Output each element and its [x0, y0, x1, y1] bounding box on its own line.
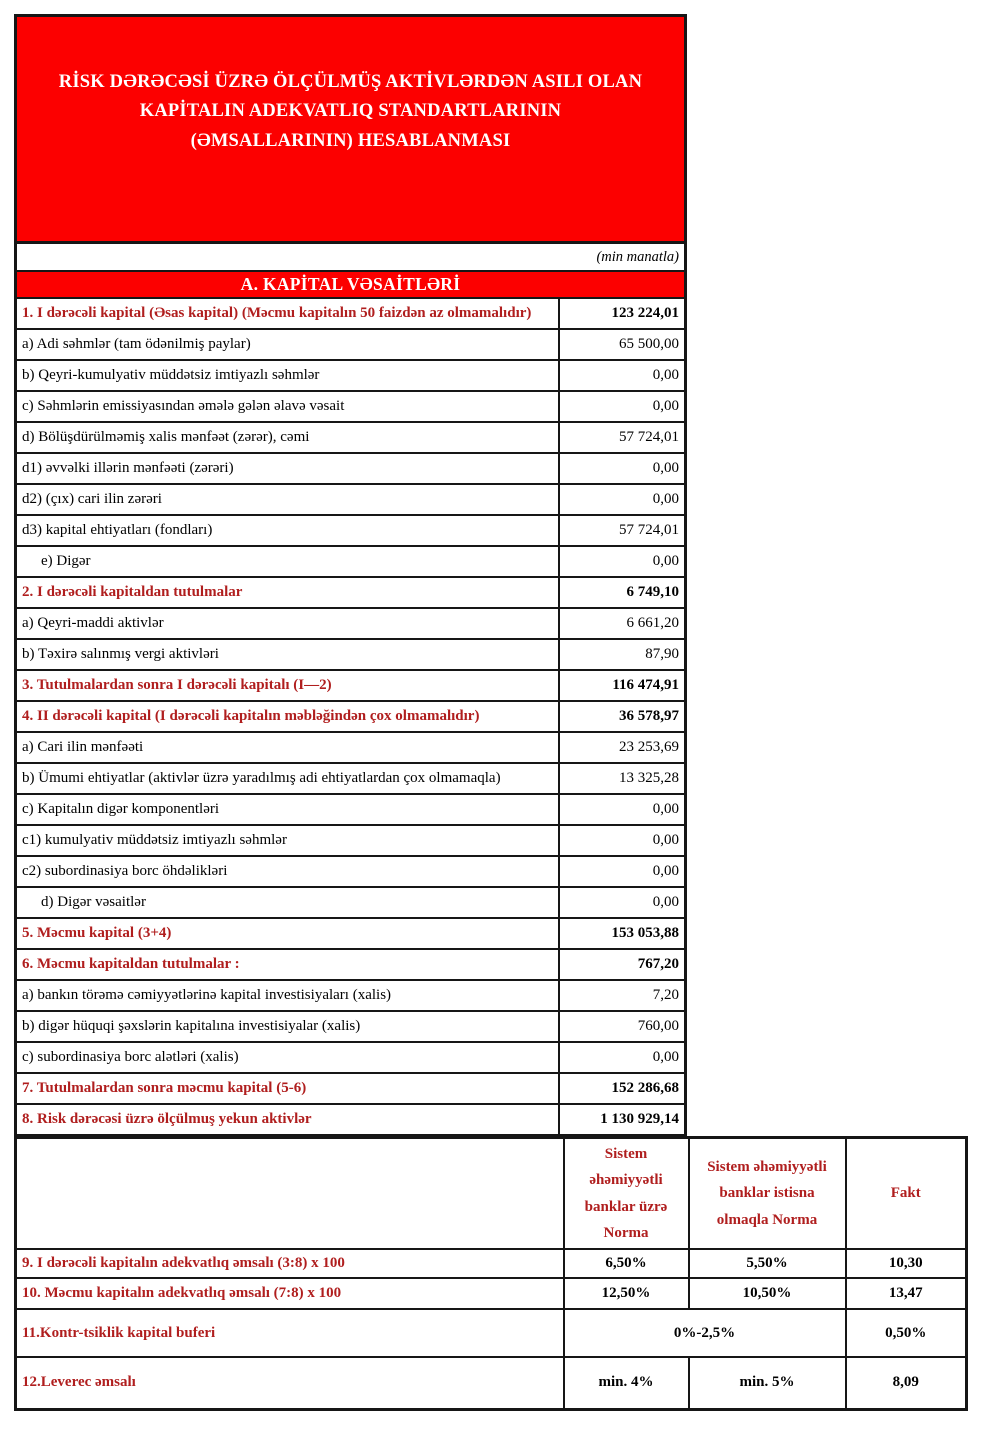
ratio-row-label: 10. Məcmu kapitalın adekvatlıq əmsalı (7:8) x 100 [16, 1278, 564, 1309]
capital-row-label: c1) kumulyativ müddətsiz imtiyazlı səhmlər [17, 826, 560, 855]
capital-row [17, 485, 684, 516]
capital-row [17, 733, 684, 764]
capital-row-label: a) Qeyri-maddi aktivlər [17, 609, 560, 638]
capital-row [17, 1105, 684, 1136]
capital-row-label: 3. Tutulmalardan sonra I dərəcəli kapitalı (I—2) [17, 671, 560, 700]
ratio-row [16, 1357, 967, 1409]
ratio-row-value: 13,47 [846, 1278, 967, 1309]
capital-row-label: b) Ümumi ehtiyatlar (aktivlər üzrə yaradılmış adi ehtiyatlardan çox olmamaqla) [17, 764, 560, 793]
ratio-row-value: 10,50% [689, 1278, 846, 1309]
report-title-line-1: RİSK DƏRƏCƏSİ ÜZRƏ ÖLÇÜLMÜŞ AKTİVLƏRDƏN ASILI OLAN [58, 71, 643, 92]
ratio-row [16, 1309, 967, 1357]
capital-row-value: 0,00 [652, 894, 679, 910]
ratio-row-value: 0%-2,5% [564, 1309, 846, 1357]
report-title-line-3: (ƏMSALLARININ) HESABLANMASI [190, 130, 511, 151]
capital-row-label: a) bankın törəmə cəmiyyətlərinə kapital investisiyaları (xalis) [17, 981, 560, 1010]
capital-row [17, 640, 684, 671]
capital-row-value: 0,00 [652, 832, 679, 848]
capital-row [17, 423, 684, 454]
capital-row [17, 795, 684, 826]
capital-row-value: 0,00 [652, 367, 679, 383]
capital-row [17, 392, 684, 423]
unit-note: (min manatla) [596, 248, 679, 265]
capital-row [17, 609, 684, 640]
capital-row [17, 1043, 684, 1074]
capital-row [17, 299, 684, 330]
capital-row-value: 0,00 [652, 863, 679, 879]
capital-row [17, 578, 684, 609]
capital-row-label: 1. I dərəcəli kapital (Əsas kapital) (Məcmu kapitalın 50 faizdən az olmamalıdır) [17, 299, 560, 328]
capital-row-value: 0,00 [652, 553, 679, 569]
capital-row-label: c) Səhmlərin emissiyasından əmələ gələn əlavə vəsait [17, 392, 560, 421]
capital-row-label: a) Cari ilin mənfəəti [17, 733, 560, 762]
capital-row [17, 764, 684, 795]
capital-row-value: 152 286,68 [611, 1080, 679, 1096]
capital-row-value: 123 224,01 [611, 305, 679, 321]
ratio-row-value: min. 4% [564, 1357, 689, 1409]
capital-row-label: b) Qeyri-kumulyativ müddətsiz imtiyazlı səhmlər [17, 361, 560, 390]
section-a-header: A. KAPİTAL VƏSAİTLƏRİ [14, 272, 687, 299]
report-title-banner [14, 14, 687, 244]
capital-row-label: b) digər hüquqi şəxslərin kapitalına investisiyalar (xalis) [17, 1012, 560, 1041]
capital-row-value: 7,20 [652, 987, 679, 1003]
capital-row-label: b) Təxirə salınmış vergi aktivləri [17, 640, 560, 669]
capital-row-value: 153 053,88 [611, 925, 679, 941]
ratio-header-empty-cell [16, 1138, 564, 1250]
capital-row-label: c) Kapitalın digər komponentləri [17, 795, 560, 824]
capital-row-label: c2) subordinasiya borc öhdəlikləri [17, 857, 560, 886]
capital-row-label: c) subordinasiya borc alətləri (xalis) [17, 1043, 560, 1072]
capital-row [17, 454, 684, 485]
capital-row-label: d1) əvvəlki illərin mənfəəti (zərəri) [17, 454, 560, 483]
capital-row-value: 1 130 929,14 [600, 1111, 679, 1127]
capital-row-value: 0,00 [652, 801, 679, 817]
ratio-row [16, 1278, 967, 1309]
capital-row [17, 361, 684, 392]
capital-table [14, 299, 687, 1136]
capital-row [17, 950, 684, 981]
capital-row-label: 7. Tutulmalardan sonra məcmu kapital (5-6) [17, 1074, 560, 1103]
capital-row-label: d2) (çıx) cari ilin zərəri [17, 485, 560, 514]
ratio-row-label: 11.Kontr-tsiklik kapital buferi [16, 1309, 564, 1357]
ratio-header-norm-nonsystemic: Sistem əhəmiyyətli banklar istisna olmaqla Norma [689, 1138, 846, 1250]
capital-row [17, 671, 684, 702]
capital-row-label: d) Digər vəsaitlər [17, 888, 560, 917]
ratio-row-value: 0,50% [846, 1309, 967, 1357]
capital-row-label: e) Digər [17, 547, 560, 576]
capital-row-value: 36 578,97 [619, 708, 679, 724]
capital-row-label: 6. Məcmu kapitaldan tutulmalar : [17, 950, 560, 979]
capital-row [17, 547, 684, 578]
capital-row [17, 888, 684, 919]
ratio-row-label: 9. I dərəcəli kapitalın adekvatlıq əmsalı (3:8) x 100 [16, 1249, 564, 1278]
capital-row-value: 6 749,10 [626, 584, 679, 600]
capital-row [17, 1074, 684, 1105]
capital-row-label: d3) kapital ehtiyatları (fondları) [17, 516, 560, 545]
capital-row-value: 87,90 [645, 646, 679, 662]
capital-row-label: 2. I dərəcəli kapitaldan tutulmalar [17, 578, 560, 607]
capital-row-label: d) Bölüşdürülməmiş xalis mənfəət (zərər), cəmi [17, 423, 560, 452]
ratio-row-value: min. 5% [689, 1357, 846, 1409]
capital-row [17, 826, 684, 857]
report-title-line-2: KAPİTALIN ADEKVATLIQ STANDARTLARININ [139, 101, 562, 122]
unit-note-row [14, 244, 687, 272]
capital-row-value: 0,00 [652, 460, 679, 476]
capital-row [17, 857, 684, 888]
ratio-header-fact: Fakt [846, 1138, 967, 1250]
capital-row-label: 5. Məcmu kapital (3+4) [17, 919, 560, 948]
capital-row [17, 981, 684, 1012]
ratio-header-norm-systemic: Sistem əhəmiyyətli banklar üzrə Norma [564, 1138, 689, 1250]
ratio-row-label: 12.Leverec əmsalı [16, 1357, 564, 1409]
capital-row [17, 919, 684, 950]
ratio-row-value: 8,09 [846, 1357, 967, 1409]
capital-row-label: a) Adi səhmlər (tam ödənilmiş paylar) [17, 330, 560, 359]
ratio-row-value: 12,50% [564, 1278, 689, 1309]
capital-row-value: 767,20 [637, 956, 679, 972]
capital-row-value: 0,00 [652, 1049, 679, 1065]
ratio-header-row [16, 1138, 967, 1250]
capital-row-value: 0,00 [652, 398, 679, 414]
capital-row-value: 57 724,01 [619, 429, 679, 445]
capital-row-value: 760,00 [637, 1018, 679, 1034]
capital-row-value: 0,00 [652, 491, 679, 507]
ratio-row-value: 5,50% [689, 1249, 846, 1278]
capital-row-label: 8. Risk dərəcəsi üzrə ölçülmuş yekun aktivlər [17, 1105, 560, 1134]
capital-row [17, 1012, 684, 1043]
capital-row-value: 116 474,91 [612, 677, 679, 693]
capital-row-value: 13 325,28 [619, 770, 679, 786]
capital-row-value: 57 724,01 [619, 522, 679, 538]
ratio-row-value: 6,50% [564, 1249, 689, 1278]
ratio-row [16, 1249, 967, 1278]
capital-row [17, 702, 684, 733]
capital-row-value: 65 500,00 [619, 336, 679, 352]
capital-row [17, 330, 684, 361]
capital-row [17, 516, 684, 547]
capital-row-value: 23 253,69 [619, 739, 679, 755]
ratio-row-value: 10,30 [846, 1249, 967, 1278]
capital-row-label: 4. II dərəcəli kapital (I dərəcəli kapitalın məbləğindən çox olmamalıdır) [17, 702, 560, 731]
ratio-table [14, 1136, 968, 1411]
capital-row-value: 6 661,20 [626, 615, 679, 631]
